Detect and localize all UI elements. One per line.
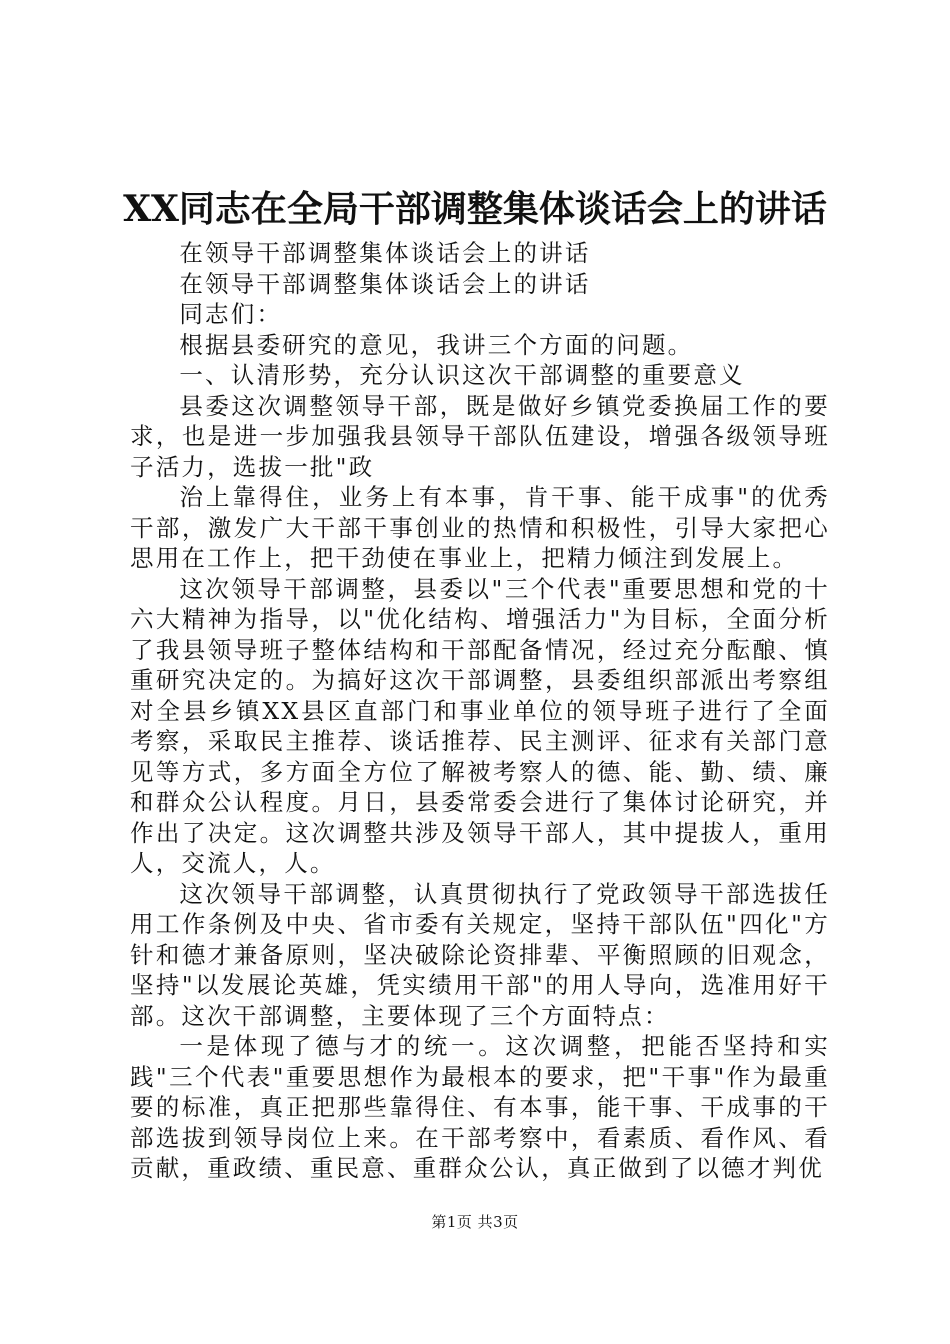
paragraph: 根据县委研究的意见，我讲三个方面的问题。 (179, 330, 694, 359)
paragraph: 在领导干部调整集体谈话会上的讲话 (179, 239, 591, 267)
paragraph: 治上靠得住，业务上有本事，肯干事、能干成事"的优秀干部，激发广大干部干事创业的热情和积极性，引导大家把心思用在工作上，把干劲使在事业上，把精力倾注到发展上。 (130, 483, 830, 572)
paragraph: 在领导干部调整集体谈话会上的讲话 (179, 269, 591, 298)
page-footer: 第1页 共3页 (431, 1213, 519, 1231)
paragraph: 这次领导干部调整，县委以"三个代表"重要思想和党的十六大精神为指导，以"优化结构、增强活力"为目标，全面分析了我县领导班子整体结构和干部配备情况，经过充分酝酿、慎重研究决定的。为搞好这次干部调整，县委组织部派出考察组对全县乡镇XX县区直部门和事业单位的领导班子进行了全面考察，采取民主推荐、谈话推荐、民主测评、征求有关部门意见等方式，多方面全方位了解被考察人的德、能、勤、绩、廉和群众公认程度。月日，县委常委会进行了集体讨论研究，并作出了决定。这次调整共涉及领导干部人，其中提拔人，重用人，交流人，人。 (130, 574, 830, 877)
paragraph: 同志们： (179, 300, 283, 328)
paragraph: 一是体现了德与才的统一。这次调整，把能否坚持和实践"三个代表"重要思想作为最根本的要求，把"干事"作为最重要的标准，真正把那些靠得住、有本事，能干事、干成事的干部选拔到领导岗位上来。在干部考察中，看素质、看作风、看贡献，重政绩、重民意、重群众公认，真正做到了以德才判优 (130, 1032, 830, 1182)
document-body (130, 238, 830, 1184)
paragraph: 县委这次调整领导干部，既是做好乡镇党委换届工作的要求，也是进一步加强我县领导干部队伍建设，增强各级领导班子活力，选拔一批"政 (130, 391, 830, 481)
paragraph: 这次领导干部调整，认真贯彻执行了党政领导干部选拔任用工作条例及中央、省市委有关规定，坚持干部队伍"四化"方针和德才兼备原则，坚决破除论资排辈、平衡照顾的旧观念，坚持"以发展论英雄，凭实绩用干部"的用人导向，选准用好干部。这次干部调整，主要体现了三个方面特点： (130, 879, 830, 1030)
section-heading: 一、认清形势，充分认识这次干部调整的重要意义 (179, 361, 745, 389)
document-title: XX同志在全局干部调整集体谈话会上的讲话 (123, 188, 827, 230)
